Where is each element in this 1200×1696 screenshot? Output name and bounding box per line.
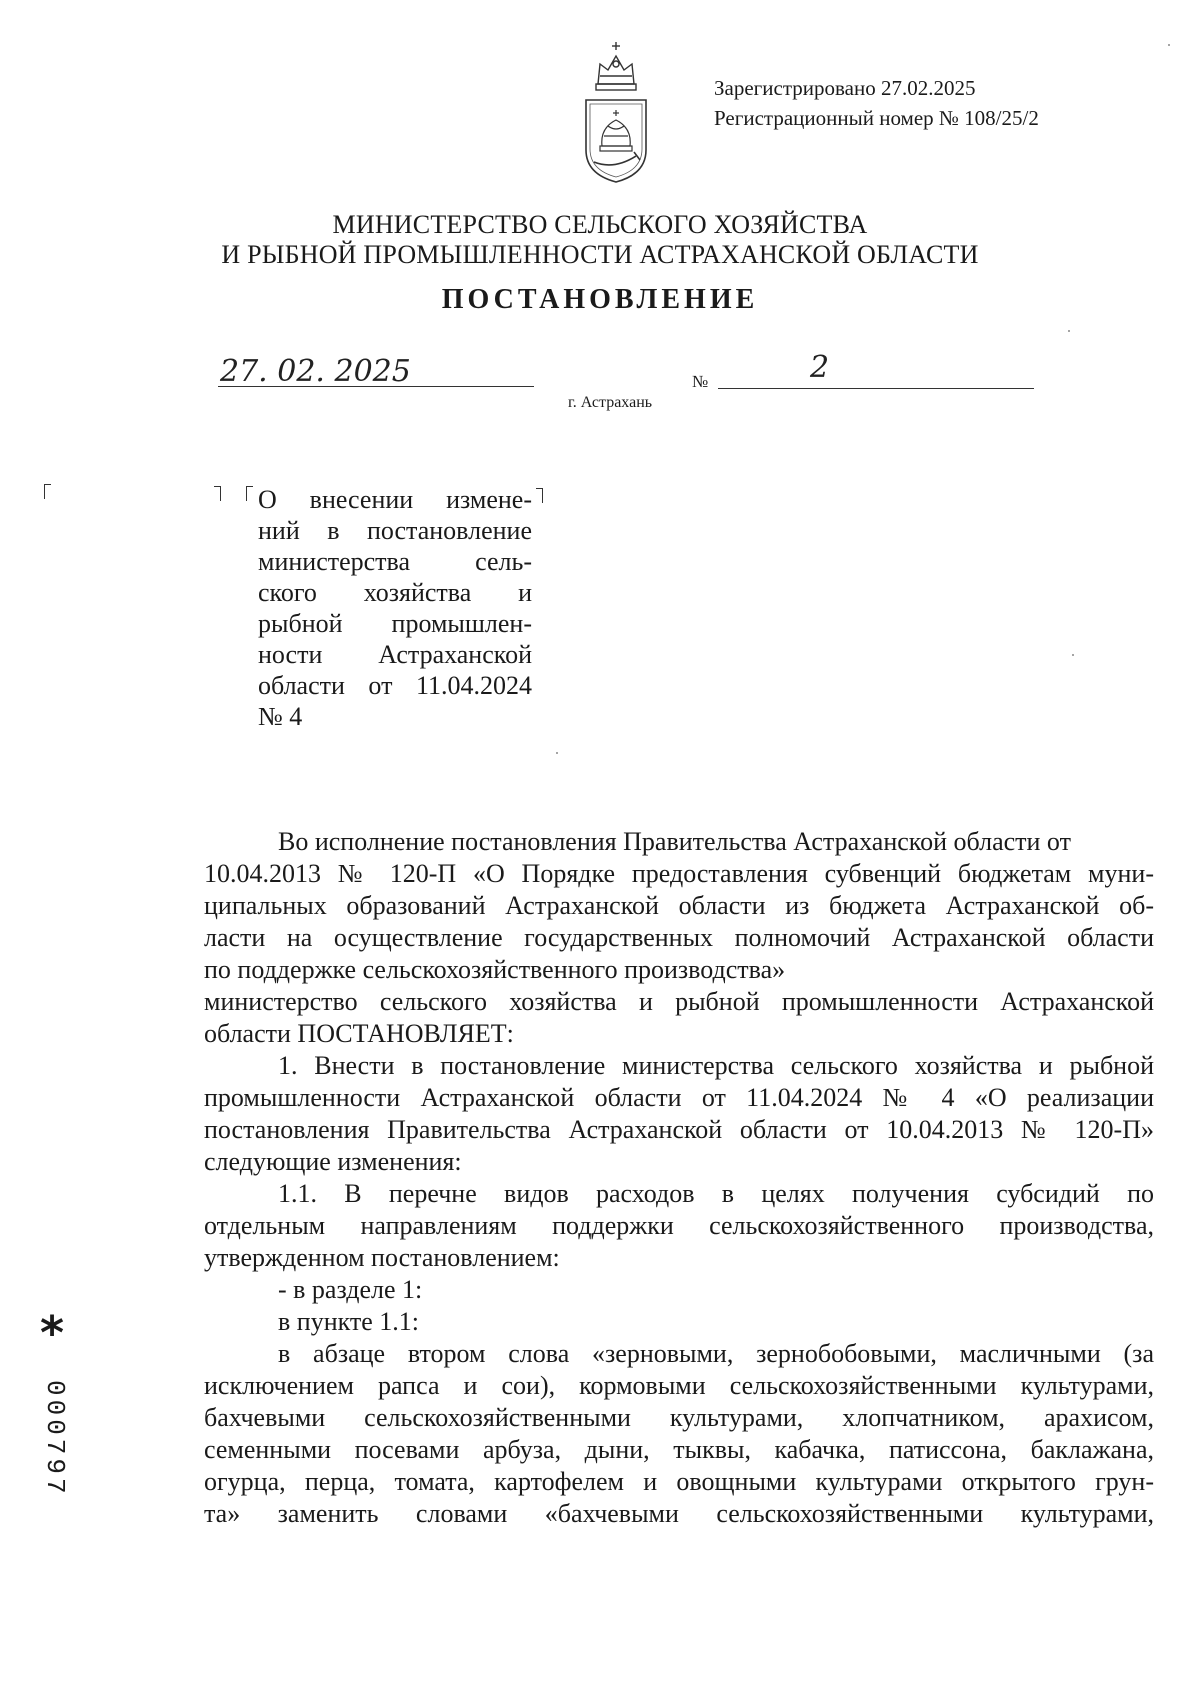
ministry-name-line2: И РЫБНОЙ ПРОМЫШЛЕННОСТИ АСТРАХАНСКОЙ ОБЛАСТИ <box>221 240 979 269</box>
registration-date: Зарегистрировано 27.02.2025 <box>714 76 976 100</box>
subject-line: министерства сель- <box>258 547 532 576</box>
subject-bracket-left <box>246 486 253 501</box>
body-line: в абзаце втором слова «зерновыми, зернобобовыми, масличными (за <box>278 1339 1154 1368</box>
document-subject <box>258 484 532 732</box>
number-underline <box>718 388 1034 389</box>
scan-speck <box>1068 330 1070 332</box>
body-line: промышленности Астраханской области от 11.04.2024 № 4 «О реализации <box>204 1083 1154 1112</box>
body-line: - в разделе 1: <box>278 1275 423 1304</box>
subject-line: рыбной промышлен- <box>258 609 532 638</box>
document-body <box>204 826 1154 1530</box>
body-line: в пункте 1.1: <box>278 1307 420 1336</box>
subject-line: О внесении измене- <box>258 485 532 514</box>
subject-line: области от 11.04.2024 <box>258 671 532 700</box>
body-line: исключением рапса и сои), кормовыми сельскохозяйственными культурами, <box>204 1371 1154 1400</box>
margin-stamp-number: 000797 <box>40 1380 70 1498</box>
subject-line: ности Астраханской <box>258 640 532 669</box>
body-line: ципальных образований Астраханской области из бюджета Астраханской об- <box>204 891 1154 920</box>
city: г. Астрахань <box>568 394 653 411</box>
body-line: следующие изменения: <box>204 1147 462 1176</box>
body-line: Во исполнение постановления Правительства Астраханской области от <box>278 827 1071 856</box>
body-line: семенными посевами арбуза, дыни, тыквы, кабачка, патиссона, баклажана, <box>204 1435 1154 1464</box>
registration-number: Регистрационный номер № 108/25/2 <box>714 106 1039 130</box>
subject-line: ний в постановление <box>258 516 532 545</box>
body-line: 10.04.2013 № 120-П «О Порядке предоставления субвенций бюджетам муни- <box>204 859 1154 888</box>
body-line: 1. Внести в постановление министерства сельского хозяйства и рыбной <box>278 1051 1154 1080</box>
subject-line: ского хозяйства и <box>258 578 532 607</box>
body-line: та» заменить словами «бахчевыми сельскохозяйственными культурами, <box>204 1499 1154 1528</box>
document-number: 2 <box>810 350 830 385</box>
date-underline <box>218 386 534 387</box>
document-date: 27. 02. 2025 <box>220 354 411 389</box>
coat-of-arms-emblem <box>578 40 654 184</box>
scan-speck <box>1168 44 1170 46</box>
body-line: постановления Правительства Астраханской области от 10.04.2013 № 120-П» <box>204 1115 1154 1144</box>
body-line: министерство сельского хозяйства и рыбной промышленности Астраханской <box>204 987 1154 1016</box>
body-line: по поддержке сельскохозяйственного производства» <box>204 955 786 984</box>
body-line: 1.1. В перечне видов расходов в целях получения субсидий по <box>278 1179 1154 1208</box>
body-line: отдельным направлениям поддержки сельскохозяйственного производства, <box>204 1211 1154 1240</box>
ministry-name-line1: МИНИСТЕРСТВО СЕЛЬСКОГО ХОЗЯЙСТВА <box>332 210 868 239</box>
subject-bracket-left-outer <box>214 486 221 501</box>
document-type-heading: ПОСТАНОВЛЕНИЕ <box>441 284 759 315</box>
subject-bracket-right <box>536 488 543 503</box>
subject-line: № 4 <box>258 702 303 731</box>
body-line: бахчевыми сельскохозяйственными культурами, хлопчатником, арахисом, <box>204 1403 1154 1432</box>
body-line: ласти на осуществление государственных полномочий Астраханской области <box>204 923 1154 952</box>
body-line: области ПОСТАНОВЛЯЕТ: <box>204 1019 514 1048</box>
body-line: огурца, перца, томата, картофелем и овощными культурами открытого грун- <box>204 1467 1154 1496</box>
margin-corner-bracket <box>44 484 51 499</box>
body-line: утвержденном постановлением: <box>204 1243 560 1272</box>
margin-asterisk: * <box>40 1306 65 1360</box>
scan-speck <box>1072 654 1074 656</box>
scan-speck <box>556 752 558 754</box>
number-label: № <box>692 372 709 391</box>
